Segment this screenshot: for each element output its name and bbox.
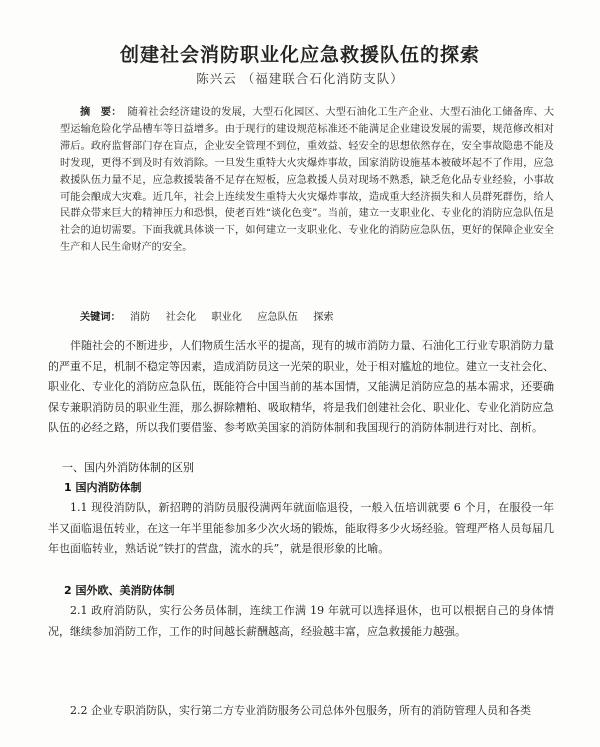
paper-title: 创建社会消防职业化应急救援队伍的探索 [119, 44, 480, 66]
subsection-heading: 1 国内消防体制 [64, 481, 142, 494]
keyword: 探索 [313, 312, 334, 323]
abstract-text: 随着社会经济建设的发展，大型石化园区、大型石油化工生产企业、大型石油化工储备库、大型运输危险化学品槽车等日益增多。由于现行的建设规范标准还不能满足企业建设发展的需要，规范修改相对滞后。政府监督部门存在盲点，企业安全管理不到位，重效益、轻安全的思想依然存在，安全事故隐患不能及时发现，更得不到及时有效消除。一旦发生重特大火灾爆炸事故，国家消防设施基本被破坏起不了作用，应急救援队伍力量不足，应急救援装备不足存在短板，应急救援人员对现场不熟悉，缺乏危化品专业经验，小事故可能会酿成大灾难。近几年，社会上连续发生重特大火灾爆炸事故，造成重大经济损失和人员群死群伤，给人民群众带来巨大的精神压力和恐惧，使老百姓“谈化色变”。当前，建立一支职业化、专业化的消防应急队伍是社会的迫切需要。下面我就具体谈一下，如何建立一支职业化、专业化的消防应急队伍，更好的保障企业安全生产和人民生命财产的安全。 [60, 107, 555, 254]
paragraph-2-1: 2.1 政府消防队，实行公务员体制，连续工作满 19 年就可以选择退休，也可以根据自己的身体情况，继续参加消防工作，工作的时间越长薪酬越高，经验越丰富，应急救援能力越强。 [48, 604, 554, 638]
paragraph-1-1: 1.1 现役消防队，新招聘的消防员服役满两年就面临退役，一般入伍培训就要 6 个月，在服役一年半又面临退伍转业，在这一年半里能参加多少次火场的锻炼，能取得多少火场经验。管理严格人员每届几年也面临转业，熟话说“铁打的营盘，流水的兵”，就是很形象的比喻。 [48, 501, 554, 555]
keyword: 社会化 [165, 312, 197, 323]
keywords [60, 308, 554, 323]
keyword: 应急队伍 [257, 312, 298, 323]
keyword: 职业化 [211, 312, 242, 323]
abstract-label: 摘 要： [80, 107, 122, 118]
intro-paragraph: 伴随社会的不断进步，人们物质生活水平的提高，现有的城市消防力量、石油化工行业专职消防力量的严重不足，机制不稳定等因素，造成消防员这一光荣的职业，处于相对尴尬的地位。建立一支社会化、职业化、专业化的消防应急队伍，既能符合中国当前的基本国情，又能满足消防应急的基本需求，还要确保专兼职消防员的职业生涯，那么摒除糟粕、吸取精华，将是我们创建社会化、职业化、专业化消防应急队伍的必经之路，所以我们要借鉴、参考欧美国家的消防体制和我国现行的消防体制进行对比、剖析。 [48, 339, 554, 434]
paragraph-2-2: 2.2 企业专职消防队，实行第二方专业消防服务公司总体外包服务，所有的消防管理人员和各类 [70, 704, 531, 717]
section-heading: 一、国内外消防体制的区别 [62, 461, 194, 474]
abstract [60, 105, 554, 257]
keywords-label: 关键词： [80, 312, 121, 323]
subsection-heading: 2 国外欧、美消防体制 [64, 584, 175, 597]
paper-author: 陈兴云 （福建联合石化消防支队） [196, 71, 404, 86]
keyword: 消防 [130, 312, 151, 323]
